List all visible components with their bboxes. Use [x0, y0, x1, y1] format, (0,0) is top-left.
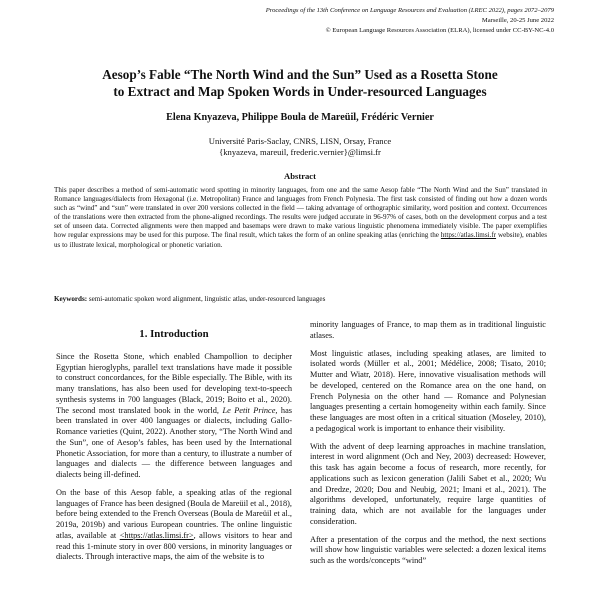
intro-p2-text-a: On the base of this Aesop fable, a speaking atlas of the regional languages of France has been designed (Boula de Mareüil et al., 2018), before being extended to the French Overseas (Boula de Mareüil et al., 2019a, 2019b) and various European countries. The online linguistic atlas, available at	[56, 487, 292, 540]
title-line-2: to Extract and Map Spoken Words in Under-resourced Languages	[113, 84, 487, 99]
right-column	[310, 320, 546, 574]
abstract-tail: website), enables us to illustrate lexical, morphological or phonetic variation.	[54, 231, 548, 249]
left-column	[56, 318, 292, 570]
affiliation: Université Paris-Saclay, CNRS, LISN, Orsay, France	[208, 136, 392, 146]
intro-p2-text-b: , allows visitors to hear and read this 1-minute story in over 800 versions, in minority languages or dialects. Through interactive maps, the aim of the website is to	[56, 530, 292, 562]
section-heading-introduction: 1. Introduction	[139, 328, 209, 340]
author-emails: {knyazeva, mareuil, frederic.vernier}@limsi.fr	[219, 147, 381, 157]
intro-paragraph-1	[56, 352, 292, 481]
right-paragraph-3: After a presentation of the corpus and the method, the next sections will show how linguistic variables were selected: a dozen lexical items such as the words/concepts “wind”	[310, 534, 546, 565]
author-list: Elena Knyazeva, Philippe Boula de Mareüil, Frédéric Vernier	[166, 112, 434, 123]
keywords-line	[54, 295, 547, 303]
affiliation-block	[40, 136, 560, 158]
intro-paragraph-2	[56, 488, 292, 563]
abstract-body	[54, 186, 547, 250]
proceedings-header	[224, 6, 554, 36]
intro-p1-text-b: , has been translated in over 400 languages or dialects, including Gallo-Romance varieties (Quint, 2022). Another story, “The North Wind and the Sun”, one of Aesop’s fables, has been used by the International Phonetic Association, for more than a century, to illustrate a number of languages and dialects — the difference between languages and dialects being ill-defined.	[56, 405, 292, 479]
intro-p1-text-a: Since the Rosetta Stone, which enabled Champollion to decipher Egyptian hieroglyphs, parallel text translations have made it possible to construct concordances, for the Bible especially. The Bible, with its many translations, has also been used for developing text-to-speech synthesis systems in 700 languages (Black, 2019; Boito et al., 2020). The second most translated book in the world,	[56, 351, 292, 415]
keywords-label: Keywords:	[54, 295, 88, 303]
right-paragraph-1: Most linguistic atlases, including speaking atlases, are limited to isolated words (Müller et al., 2001; Médélice, 2008; Tisato, 2010; Mutter and Wiatr, 2018). Here, innovative visualisation methods will be developed, centered on the Romance area on the one hand, on French Polynesia on the other hand — Romance and Polynesian languages presenting a certain homogeneity within each family. Since these languages are most often in a critical situation (Moseley, 2010), a pedagogical work is important to enhance their visibility.	[310, 348, 546, 433]
place-date-line: Marseille, 20-25 June 2022	[481, 17, 554, 24]
license-line: © European Language Resources Association (ELRA), licensed under CC-BY-NC-4.0	[325, 27, 554, 34]
venue-line: Proceedings of the 13th Conference on Language Resources and Evaluation (LREC 2022), pages 2072–2079	[265, 7, 554, 14]
le-petit-prince-title: Le Petit Prince	[222, 405, 276, 415]
abstract-heading: Abstract	[284, 171, 316, 181]
paper-title	[40, 66, 560, 100]
right-paragraph-2: With the advent of deep learning approaches in machine translation, interest in word alignment (Och and Ney, 2003) decreased: However, this task has again become a focus of research, more recently, for applications such as lexicon generation (Jalili Sabet et al., 2020; Wu and Dredze, 2020; Dou and Neubig, 2021; Imani et al., 2021). The algorithms developed, unfortunately, require large quantities of training data, which are not available for the languages under consideration.	[310, 441, 546, 526]
title-line-1: Aesop’s Fable “The North Wind and the Sun” Used as a Rosetta Stone	[102, 67, 498, 82]
abstract-text: This paper describes a method of semi-automatic word spotting in minority languages, from one and the same Aesop fable “The North Wind and the Sun” translated in Romance languages/dialects from Hexagonal (i.e. Metropolitan) France and languages from French Polynesia. The first task consisted of finding out how a dozen words such as “wind” and “sun” were translated in over 200 versions collected in the field — taking advantage of orthographic similarity, word position and context. Occurrences of the translations were then extracted from the phone-aligned recordings. The results were judged accurate in 96-97% of cases, both on the development corpus and a test set of unseen data. Corrected alignments were then mapped and basemaps were drawn to make various linguistic phenomena immediately visible. The paper exemplifies how regular expressions may be used for this purpose. The final result, which takes the form of an online speaking atlas (enriching the	[54, 186, 547, 240]
right-paragraph-0: minority languages of France, to map them as in traditional linguistic atlases.	[310, 320, 546, 340]
atlas-url-link[interactable]: <https://atlas.limsi.fr>	[119, 530, 194, 540]
keywords-text: semi-automatic spoken word alignment, linguistic atlas, under-resourced languages	[87, 295, 326, 303]
atlas-link[interactable]: https://atlas.limsi.fr	[440, 231, 497, 240]
